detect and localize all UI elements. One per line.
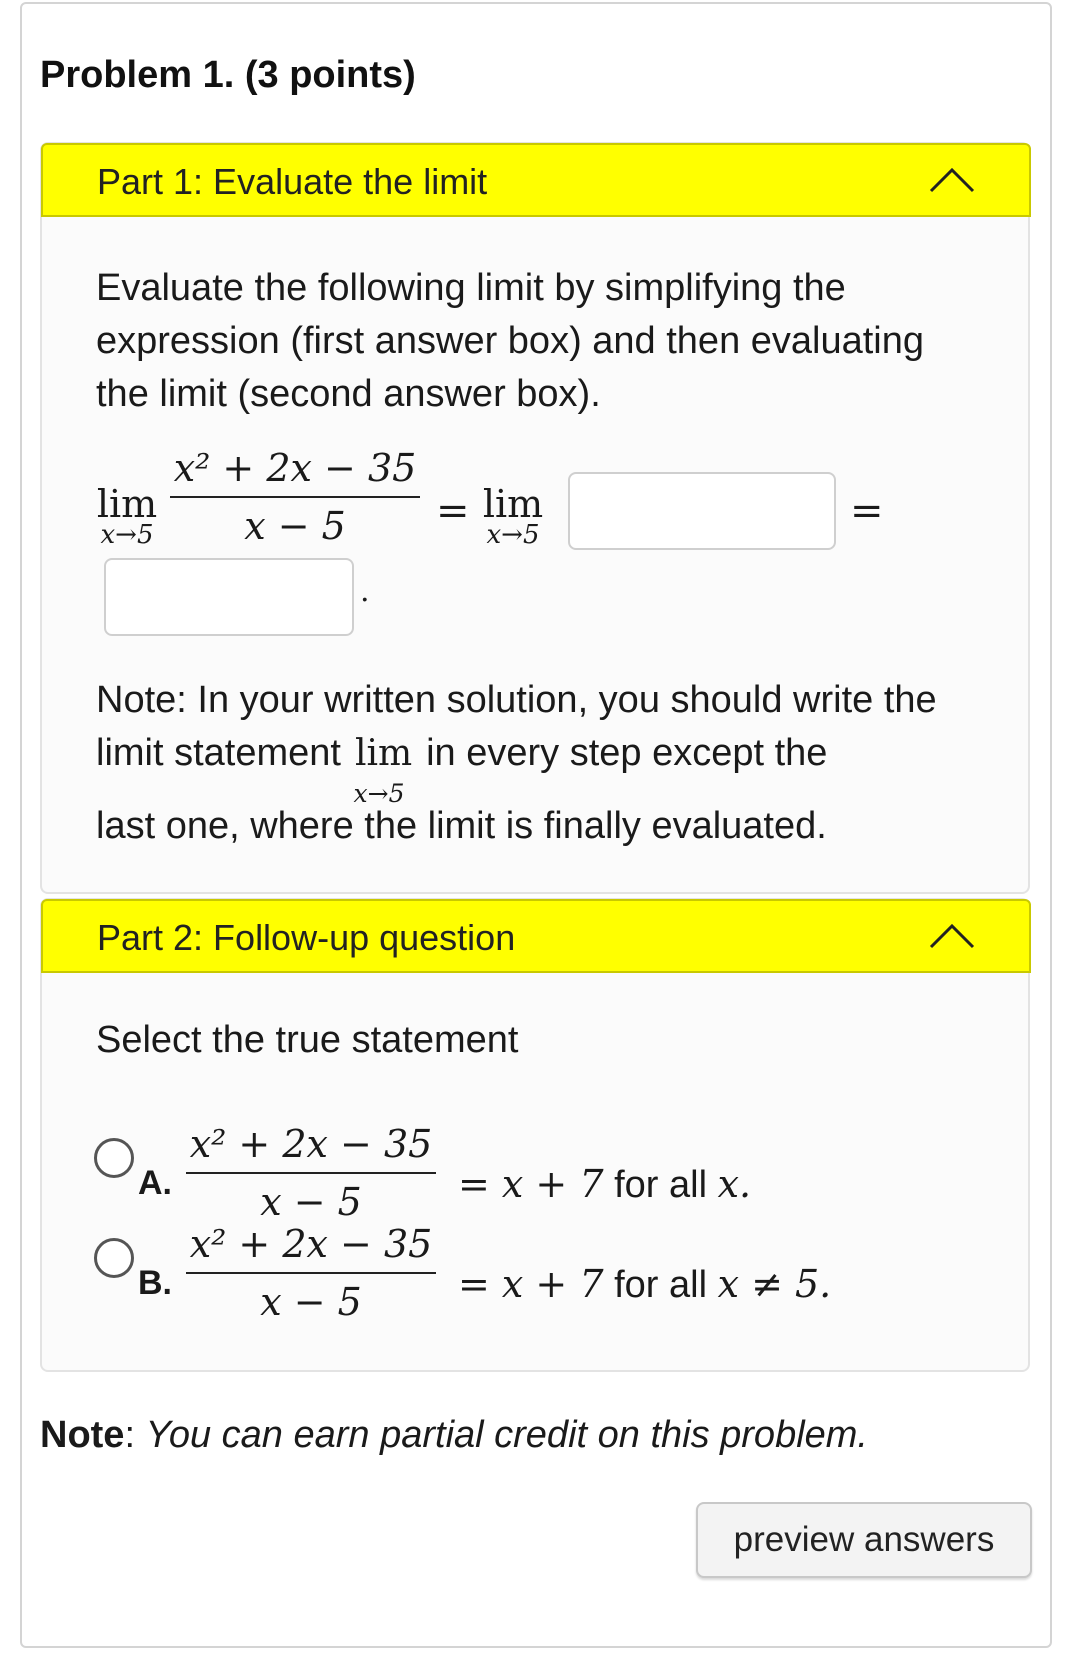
part1-header-label: Part 1: Evaluate the limit [97, 161, 488, 202]
option-a-radio[interactable] [94, 1138, 134, 1178]
option-b-radio[interactable] [94, 1238, 134, 1278]
answer-input-1[interactable] [568, 472, 836, 550]
limit-operator-2: lim x→5 [482, 482, 544, 550]
note-lim-word: lim [354, 733, 413, 774]
option-b-fraction: x² + 2x − 35 x − 5 [186, 1222, 436, 1324]
part2-panel [40, 898, 1030, 1372]
part2-header[interactable] [41, 899, 1031, 973]
limit-fraction [170, 446, 420, 548]
part1-header[interactable] [41, 143, 1031, 217]
preview-answers-button[interactable]: preview answers [696, 1502, 1032, 1578]
part2-prompt: Select the true statement [96, 1019, 519, 1061]
fraction-numerator: x² + 2x − 35 [173, 446, 417, 490]
option-a-fraction: x² + 2x − 35 x − 5 [186, 1122, 436, 1224]
part1-panel [40, 142, 1030, 894]
part1-instructions: Evaluate the following limit by simplifying the expression (first answer box) and then evaluating the limit (second answer box). [96, 267, 925, 415]
chevron-up-icon[interactable] [927, 165, 977, 195]
period: . [360, 574, 370, 609]
option-a-rhs: = x + 7 for all x. [458, 1162, 752, 1206]
equals-sign: = [436, 488, 470, 534]
equals-sign-2: = [850, 488, 884, 534]
limit-operator: lim x→5 [96, 482, 158, 550]
option-b-rhs: = x + 7 for all x ≠ 5. [458, 1262, 832, 1306]
option-a-letter: A. [138, 1164, 172, 1202]
part2-header-label: Part 2: Follow-up question [97, 917, 516, 958]
part1-note: Note: In your written solution, you should write the limit statement lim x→5 in every step except the last one, where the limit is finally evaluated. [96, 679, 937, 847]
answer-input-2[interactable] [104, 558, 354, 636]
problem-title: Problem 1. (3 points) [40, 54, 416, 96]
partial-credit-note: Note: You can earn partial credit on this problem. [40, 1414, 868, 1456]
option-b-letter: B. [138, 1264, 172, 1302]
chevron-up-icon[interactable] [927, 921, 977, 951]
note-lim-sub: x→5 [353, 779, 405, 808]
fraction-denominator: x − 5 [244, 504, 346, 548]
